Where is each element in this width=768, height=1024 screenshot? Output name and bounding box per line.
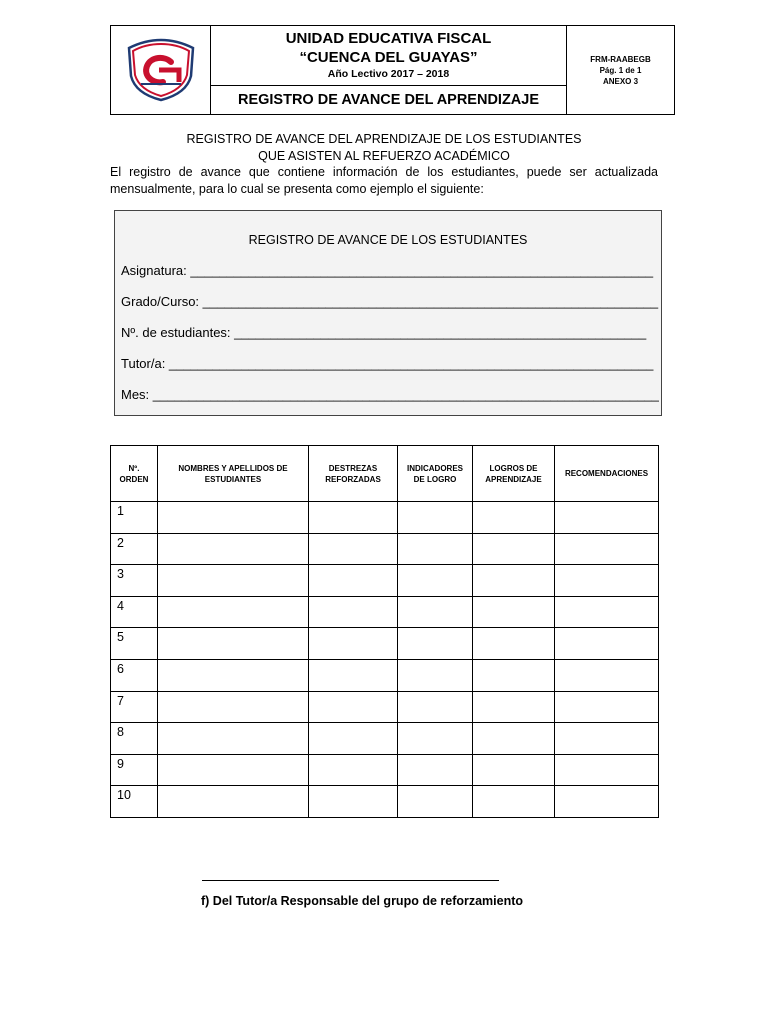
table-row (111, 723, 659, 755)
intro-line2: mensualmente, para lo cual se presenta como ejemplo el siguiente: (110, 182, 484, 196)
table-cell[interactable] (473, 596, 555, 628)
table-cell[interactable] (309, 786, 398, 818)
table-cell[interactable] (555, 786, 659, 818)
signature-label: f) Del Tutor/a Responsable del grupo de reforzamiento (201, 894, 524, 908)
row-number: 10 (111, 786, 158, 818)
table-cell[interactable] (473, 754, 555, 786)
month-field: Mes: ______________________________________________________________________ (121, 387, 659, 402)
table-cell[interactable] (555, 659, 659, 691)
table-header-row (111, 446, 659, 502)
table-cell[interactable] (158, 754, 309, 786)
student-count-field: Nº. de estudiantes: _________________________________________________________ (121, 325, 647, 340)
intro-line1: El registro de avance que contiene información de los estudiantes, puede ser actualizada (110, 165, 658, 179)
table-cell[interactable] (398, 723, 473, 755)
table-row (111, 659, 659, 691)
row-number: 1 (111, 502, 158, 534)
table-cell[interactable] (555, 723, 659, 755)
table-cell[interactable] (555, 754, 659, 786)
table-cell[interactable] (158, 659, 309, 691)
signature-line (202, 880, 499, 881)
school-subname: “CUENCA DEL GUAYAS” (299, 49, 478, 66)
table-cell[interactable] (473, 628, 555, 660)
table-cell[interactable] (555, 691, 659, 723)
table-cell[interactable] (473, 565, 555, 597)
table-cell[interactable] (309, 723, 398, 755)
annex-label: ANEXO 3 (602, 77, 639, 86)
table-cell[interactable] (158, 565, 309, 597)
table-cell[interactable] (473, 786, 555, 818)
table-row (111, 533, 659, 565)
table-cell[interactable] (398, 596, 473, 628)
progress-table (110, 445, 659, 818)
student-register-box (114, 210, 662, 416)
page-number: Pág. 1 de 1 (599, 66, 642, 75)
col-names: NOMBRES Y APELLIDOS DE ESTUDIANTES (158, 446, 309, 502)
table-cell[interactable] (398, 786, 473, 818)
table-row (111, 565, 659, 597)
subject-field: Asignatura: ________________________________________________________________ (121, 263, 654, 278)
row-number: 2 (111, 533, 158, 565)
table-cell[interactable] (555, 533, 659, 565)
table-cell[interactable] (398, 659, 473, 691)
table-row (111, 502, 659, 534)
school-name: UNIDAD EDUCATIVA FISCAL (285, 30, 492, 47)
logo-cell (111, 26, 211, 114)
table-cell[interactable] (473, 502, 555, 534)
table-cell[interactable] (473, 691, 555, 723)
row-number: 6 (111, 659, 158, 691)
table-cell[interactable] (309, 596, 398, 628)
table-cell[interactable] (309, 691, 398, 723)
table-row (111, 754, 659, 786)
row-number: 5 (111, 628, 158, 660)
school-info (211, 26, 567, 86)
table-row (111, 628, 659, 660)
table-cell[interactable] (555, 502, 659, 534)
table-row (111, 786, 659, 818)
table-cell[interactable] (555, 596, 659, 628)
table-cell[interactable] (473, 723, 555, 755)
table-cell[interactable] (398, 565, 473, 597)
table-cell[interactable] (309, 754, 398, 786)
row-number: 8 (111, 723, 158, 755)
table-cell[interactable] (555, 565, 659, 597)
col-achievements: LOGROS DE APRENDIZAJE (473, 446, 555, 502)
grade-field: Grado/Curso: _______________________________________________________________ (121, 294, 659, 309)
header-table (110, 25, 675, 115)
table-cell[interactable] (398, 691, 473, 723)
table-cell[interactable] (309, 533, 398, 565)
table-cell[interactable] (309, 565, 398, 597)
row-number: 3 (111, 565, 158, 597)
row-number: 4 (111, 596, 158, 628)
table-row (111, 691, 659, 723)
school-year: Año Lectivo 2017 – 2018 (327, 68, 450, 80)
table-cell[interactable] (309, 659, 398, 691)
table-cell[interactable] (158, 628, 309, 660)
tutor-field: Tutor/a: ___________________________________________________________________ (121, 356, 654, 371)
table-cell[interactable] (398, 628, 473, 660)
document-title-line2: QUE ASISTEN AL REFUERZO ACADÉMICO (258, 149, 510, 163)
row-number: 7 (111, 691, 158, 723)
table-cell[interactable] (473, 533, 555, 565)
table-cell[interactable] (158, 786, 309, 818)
table-cell[interactable] (158, 691, 309, 723)
col-order: Nº. ORDEN (111, 446, 158, 502)
table-cell[interactable] (398, 502, 473, 534)
table-cell[interactable] (398, 533, 473, 565)
table-cell[interactable] (309, 502, 398, 534)
form-code: FRM-RAABEGB (590, 55, 651, 64)
table-row (111, 596, 659, 628)
table-cell[interactable] (158, 723, 309, 755)
school-crest-icon (125, 38, 197, 102)
table-cell[interactable] (158, 533, 309, 565)
col-skills: DESTREZAS REFORZADAS (309, 446, 398, 502)
table-cell[interactable] (398, 754, 473, 786)
form-title: REGISTRO DE AVANCE DEL APRENDIZAJE (211, 86, 567, 114)
col-indicators: INDICADORES DE LOGRO (398, 446, 473, 502)
table-cell[interactable] (309, 628, 398, 660)
col-recommendations: RECOMENDACIONES (555, 446, 659, 502)
table-cell[interactable] (158, 502, 309, 534)
table-cell[interactable] (555, 628, 659, 660)
form-meta (567, 26, 674, 114)
document-title-line1: REGISTRO DE AVANCE DEL APRENDIZAJE DE LOS ESTUDIANTES (186, 132, 582, 146)
intro-paragraph (110, 164, 658, 198)
table-cell[interactable] (158, 596, 309, 628)
table-cell[interactable] (473, 659, 555, 691)
box-title: REGISTRO DE AVANCE DE LOS ESTUDIANTES (248, 233, 528, 247)
row-number: 9 (111, 754, 158, 786)
